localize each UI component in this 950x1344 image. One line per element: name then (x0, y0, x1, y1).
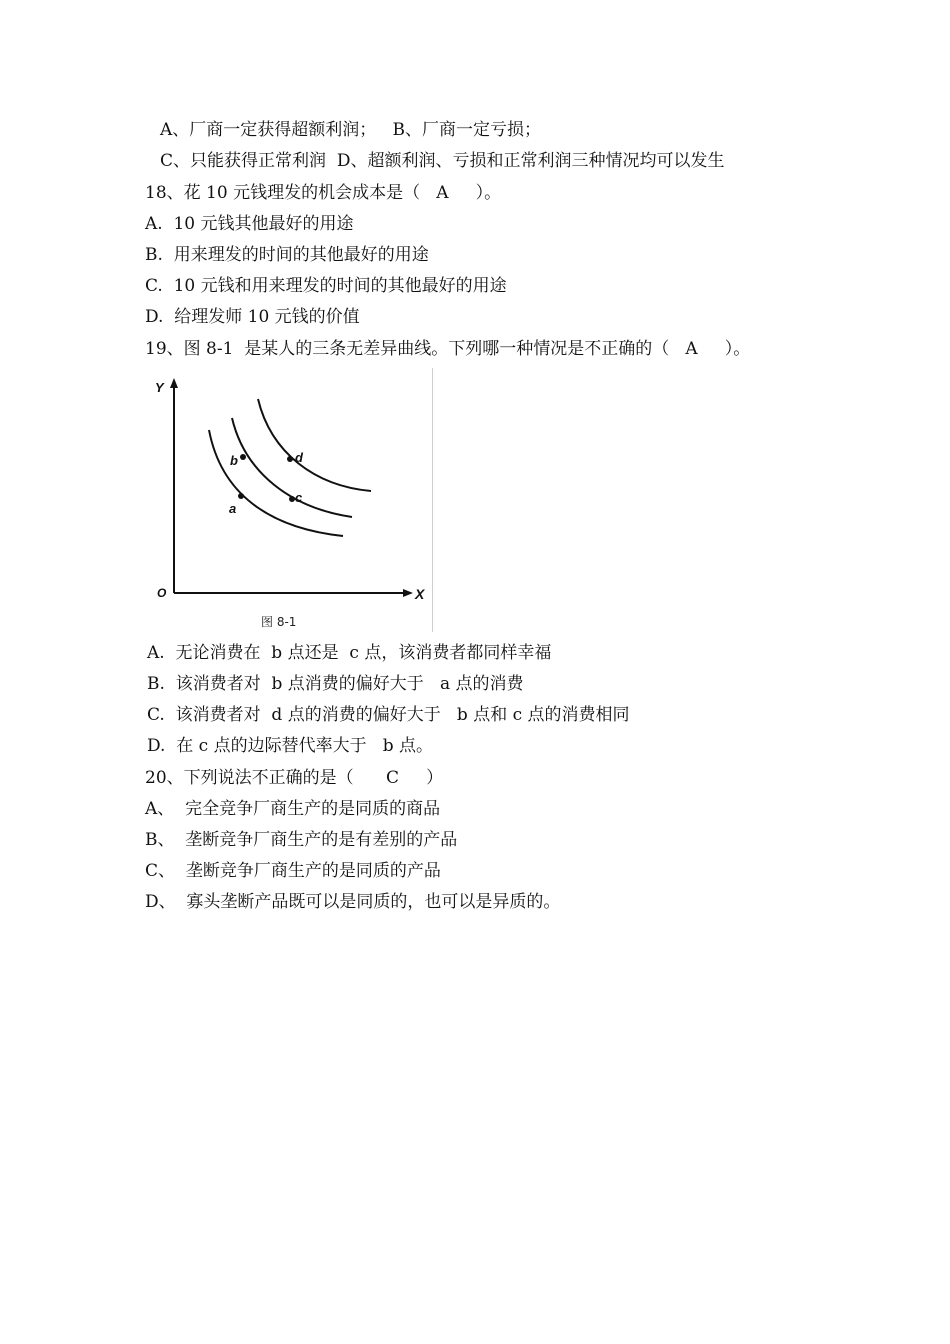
indifference-curve-3 (258, 399, 371, 491)
q20-option-b: B、 垄断竞争厂商生产的是有差别的产品 (145, 830, 458, 850)
q19-option-a: A. 无论消费在 b 点还是 c 点，该消费者都同样幸福 (147, 643, 552, 663)
figure-caption: 图 8-1 (261, 615, 297, 629)
x-axis-label: X (415, 586, 425, 602)
question-19: 19、图 8-1 是某人的三条无差异曲线。下列哪一种情况是不正确的（ A ）。 (145, 339, 751, 359)
point-b (240, 454, 246, 460)
q18-option-b: B. 用来理发的时间的其他最好的用途 (145, 245, 429, 265)
point-d (287, 456, 293, 462)
q17-options-line-2: C、只能获得正常利润 D、超额利润、亏损和正常利润三种情况均可以发生 (160, 151, 725, 171)
point-c-label: c (295, 490, 303, 505)
indifference-curve-figure (143, 368, 433, 632)
question-18: 18、花 10 元钱理发的机会成本是（ A ）。 (145, 183, 502, 203)
point-a-label: a (229, 501, 237, 516)
q19-option-d: D. 在 c 点的边际替代率大于 b 点。 (147, 736, 434, 756)
y-axis-label: Y (155, 380, 164, 395)
q20-option-d: D、 寡头垄断产品既可以是同质的，也可以是异质的。 (145, 892, 561, 912)
point-b-label: b (230, 453, 238, 468)
point-d-label: d (295, 450, 303, 465)
q17-options-line-1: A、厂商一定获得超额利润； B、厂商一定亏损； (160, 120, 541, 140)
q18-option-d: D. 给理发师 10 元钱的价值 (145, 307, 360, 327)
q18-option-a: A. 10 元钱其他最好的用途 (145, 214, 354, 234)
q19-option-b: B. 该消费者对 b 点消费的偏好大于 a 点的消费 (147, 674, 524, 694)
question-20: 20、下列说法不正确的是（ C ） (145, 768, 444, 788)
indifference-curve-1 (209, 430, 343, 536)
x-axis-arrow (403, 589, 413, 597)
q18-option-c: C. 10 元钱和用来理发的时间的其他最好的用途 (145, 276, 507, 296)
y-axis-arrow (170, 378, 178, 388)
q20-option-c: C、 垄断竞争厂商生产的是同质的产品 (145, 861, 441, 881)
q20-option-a: A、 完全竞争厂商生产的是同质的商品 (145, 799, 441, 819)
origin-label: O (157, 586, 167, 600)
point-a (238, 493, 244, 499)
q19-option-c: C. 该消费者对 d 点的消费的偏好大于 b 点和 c 点的消费相同 (147, 705, 630, 725)
